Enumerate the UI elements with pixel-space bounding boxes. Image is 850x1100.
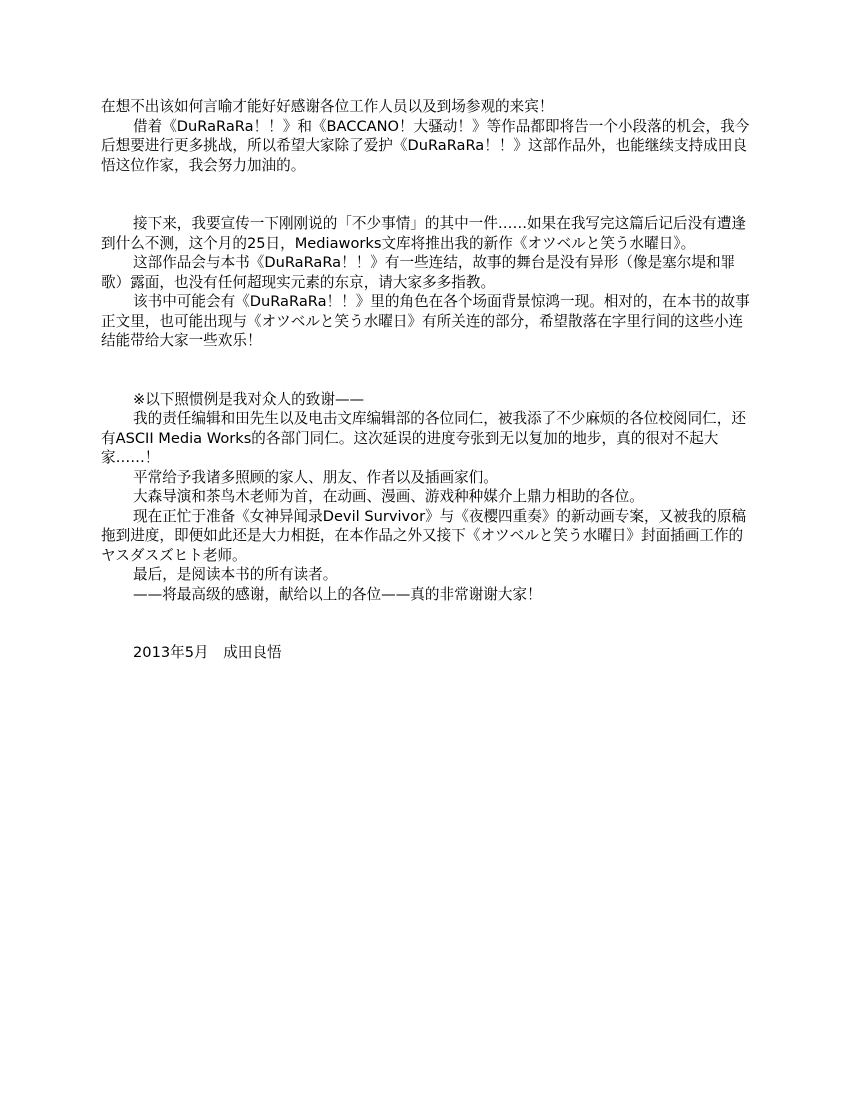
section-closing-thanks	[101, 97, 753, 175]
paragraph: 现在正忙于准备《女神异闻录Devil Survivor》与《夜樱四重奏》的新动画专案，又被我的原稿拖到进度，即便如此还是大力相挺，在本作品之外又接下《オツベルと笑う水曜日》封面插画工作的ヤスダスズヒト老师。	[101, 507, 747, 564]
paragraph: 最后，是阅读本书的所有读者。	[133, 566, 338, 583]
paragraph: 该书中可能会有《DuRaRaRa！！》里的角色在各个场面背景惊鸿一现。相对的，在本书的故事正文里，也可能出现与《オツベルと笑う水曜日》有所关连的部分，希望散落在字里行间的这些小连结能带给大家一些欢乐！	[101, 293, 750, 349]
section-acknowledgements	[101, 390, 753, 605]
paragraph: 借着《DuRaRaRa！！》和《BACCANO！大骚动！》等作品都即将告一个小段落的机会，我今后想要进行更多挑战，所以希望大家除了爱护《DuRaRaRa！！》这部作品外，也能继续支持成田良悟这位作家，我会努力加油的。	[101, 117, 750, 174]
paragraph: 大森导演和茶鸟木老师为首，在动画、漫画、游戏种种媒介上鼎力相助的各位。	[133, 488, 644, 505]
signature-date-author: 2013年5月 成田良悟	[133, 644, 282, 661]
section-gap	[101, 175, 753, 214]
paragraph: 接下来，我要宣传一下刚刚说的「不少事情」的其中一件……如果在我写完这篇后记后没有遭逢到什么不测，这个月的25日，Mediaworks文库将推出我的新作《オツベルと笑う水曜日》。	[101, 215, 746, 252]
paragraph: ——将最高级的感谢，献给以上的各位——真的非常谢谢大家！	[133, 585, 542, 603]
document-page	[101, 97, 753, 663]
paragraph: 我的责任编辑和田先生以及电击文库编辑部的各位同仁，被我添了不少麻烦的各位校阅同仁，还有ASCII Media Works的各部门同仁。这次延误的进度夸张到无以复加的地步，真的很对不起大家……！	[101, 410, 746, 466]
section-new-book-announcement	[101, 214, 753, 351]
paragraph: 这部作品会与本书《DuRaRaRa！！》有一些连结，故事的舞台是没有异形（像是塞尔堤和罪歌）露面，也没有任何超现实元素的东京，请大家多多指教。	[101, 254, 736, 291]
paragraph: 在想不出该如何言喻才能好好感谢各位工作人员以及到场参观的来宾！	[101, 98, 554, 115]
section-gap	[101, 604, 753, 643]
paragraph: ※以下照惯例是我对众人的致谢——	[133, 390, 365, 408]
section-gap	[101, 351, 753, 390]
paragraph: 平常给予我诸多照顾的家人、朋友、作者以及插画家们。	[133, 468, 498, 486]
